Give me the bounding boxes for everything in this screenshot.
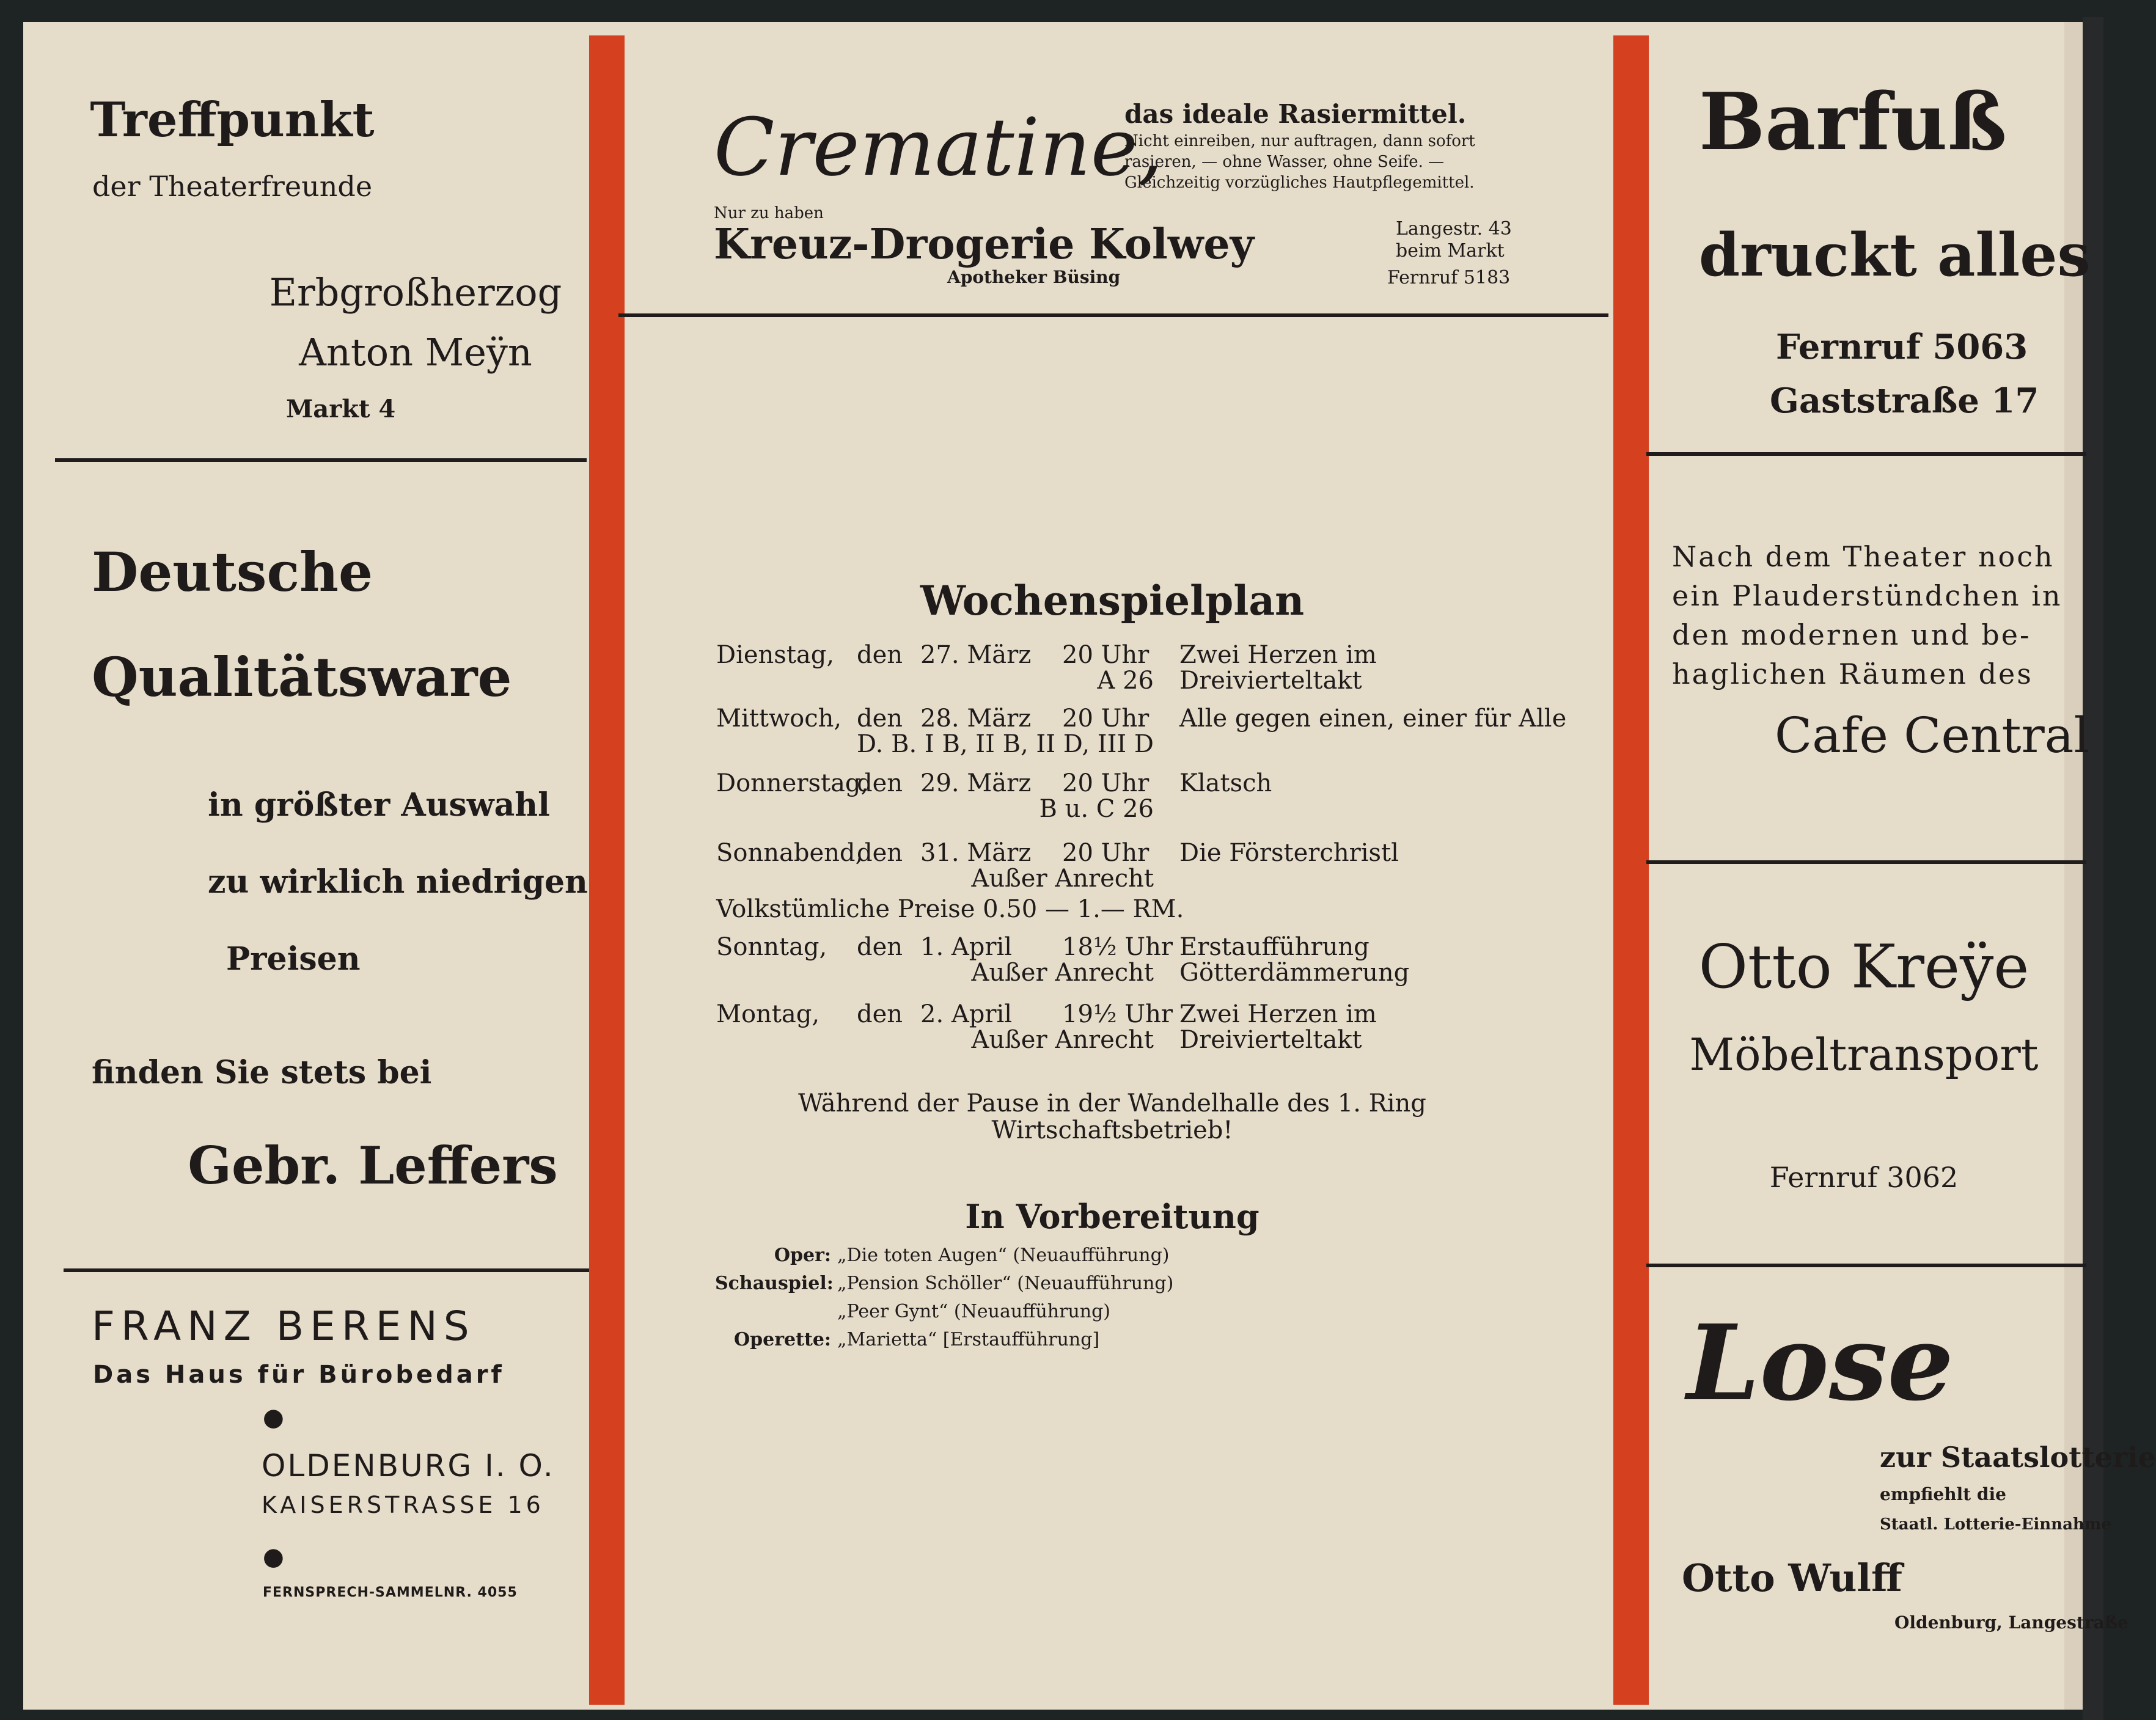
rule-right-2 — [1646, 860, 2086, 864]
lose-line2: empfiehlt die — [1880, 1484, 2006, 1504]
entry-day: Donnerstag, — [716, 769, 869, 797]
leffers-company: Gebr. Leffers — [188, 1135, 558, 1196]
kreye-service: Möbeltransport — [1689, 1029, 2039, 1080]
crematine-desc-line1: Nicht einreiben, nur auftragen, dann sofort — [1124, 132, 1475, 150]
berens-street: KAISERSTRASSE 16 — [262, 1491, 544, 1518]
crematine-address-line2: beim Markt — [1396, 240, 1505, 262]
bullet-icon: ● — [263, 1403, 284, 1432]
cafe-line2: ein Plauderstündchen in — [1672, 579, 2062, 612]
kreye-phone: Fernruf 3062 — [1769, 1161, 1959, 1194]
entry-den: den — [857, 704, 903, 733]
crematine-desc-line2: rasieren, — ohne Wasser, ohne Seife. — — [1124, 153, 1445, 171]
entry-den: den — [857, 1000, 903, 1028]
leffers-text-line2: zu wirklich niedrigen — [208, 863, 588, 901]
entry-play-line1: Zwei Herzen im — [1179, 1000, 1377, 1028]
entry-play-line1: Erstaufführung — [1179, 933, 1370, 961]
treffpunkt-address: Markt 4 — [286, 395, 396, 423]
entry-play-line2: Götterdämmerung — [1179, 959, 1410, 987]
berens-company: FRANZ BERENS — [92, 1303, 475, 1350]
prep-text: „Pension Schöller“ (Neuaufführung) — [837, 1273, 1174, 1294]
entry-day: Montag, — [716, 1000, 820, 1028]
schedule-title: Wochenspielplan — [920, 577, 1305, 624]
red-divider-left — [589, 35, 625, 1705]
entry-den: den — [857, 839, 903, 867]
bullet-icon: ● — [263, 1543, 284, 1571]
leffers-headline-line1: Deutsche — [92, 540, 373, 604]
entry-time: 19½ Uhr — [1062, 1000, 1173, 1028]
entry-day: Sonnabend, — [716, 839, 864, 867]
prep-genre: Oper: — [774, 1245, 831, 1266]
pause-line1: Während der Pause in der Wandelhalle des 1. Ring — [798, 1089, 1426, 1118]
lose-address: Oldenburg, Langestraße — [1894, 1612, 2128, 1633]
rule-right-1 — [1646, 452, 2086, 456]
entry-time: 20 Uhr — [1062, 839, 1150, 867]
entry-date: 1. April — [920, 933, 1013, 961]
rule-left-1 — [55, 458, 587, 462]
entry-day: Mittwoch, — [716, 704, 842, 733]
cafe-name: Cafe Central — [1775, 707, 2090, 764]
entry-den: den — [857, 641, 903, 669]
leffers-headline-line2: Qualitätsware — [92, 645, 512, 709]
prices-note: Volkstümliche Preise 0.50 — 1.— RM. — [716, 895, 1184, 923]
entry-day: Sonntag, — [716, 933, 827, 961]
cafe-line4: haglichen Räumen des — [1672, 657, 2033, 690]
entry-time: 20 Uhr — [1062, 704, 1150, 733]
entry-subscription: Außer Anrecht — [971, 865, 1154, 893]
crematine-shop: Kreuz-Drogerie Kolwey — [714, 220, 1255, 269]
entry-den: den — [857, 769, 903, 797]
barfuss-headline: Barfuß — [1699, 76, 2007, 168]
entry-date: 2. April — [920, 1000, 1013, 1028]
entry-date: 31. März — [920, 839, 1032, 867]
entry-time: 18½ Uhr — [1062, 933, 1173, 961]
entry-play-line1: Die Försterchristl — [1179, 839, 1399, 867]
prep-genre: Schauspiel: — [715, 1273, 834, 1294]
lose-line3: Staatl. Lotterie-Einnahme — [1880, 1515, 2111, 1534]
treffpunkt-name-line1: Erbgroßherzog — [269, 270, 562, 315]
entry-play-line2: Dreivierteltakt — [1179, 1026, 1362, 1054]
treffpunkt-subline: der Theaterfreunde — [92, 170, 373, 203]
crematine-desc-line3: Gleichzeitig vorzügliches Hautpflegemittel. — [1124, 174, 1475, 192]
barfuss-subline: druckt alles — [1699, 221, 2091, 290]
entry-date: 29. März — [920, 769, 1032, 797]
entry-den: den — [857, 933, 903, 961]
crematine-address-line1: Langestr. 43 — [1396, 218, 1512, 240]
entry-subscription: Außer Anrecht — [971, 1026, 1154, 1054]
entry-play-line1: Zwei Herzen im — [1179, 641, 1377, 669]
rule-center-1 — [618, 313, 1608, 317]
treffpunkt-name-line2: Anton Meÿn — [299, 330, 532, 375]
cafe-line3: den modernen und be- — [1672, 618, 2031, 651]
leffers-text-line4: finden Sie stets bei — [92, 1054, 432, 1091]
barfuss-phone: Fernruf 5063 — [1776, 327, 2028, 367]
barfuss-address: Gaststraße 17 — [1770, 381, 2039, 421]
entry-day: Dienstag, — [716, 641, 835, 669]
leffers-text-line1: in größter Auswahl — [208, 786, 550, 824]
leffers-text-line3: Preisen — [226, 940, 361, 978]
prep-text: „Peer Gynt“ (Neuaufführung) — [837, 1301, 1111, 1322]
entry-date: 28. März — [920, 704, 1032, 733]
crematine-slogan: das ideale Rasiermittel. — [1124, 99, 1467, 129]
berens-tagline: Das Haus für Bürobedarf — [93, 1361, 505, 1389]
rule-right-3 — [1646, 1264, 2086, 1267]
entry-time: 20 Uhr — [1062, 641, 1150, 669]
crematine-pharmacist: Apotheker Büsing — [947, 267, 1121, 287]
prep-title: In Vorbereitung — [965, 1197, 1260, 1236]
entry-date: 27. März — [920, 641, 1032, 669]
rule-left-2 — [64, 1268, 589, 1272]
entry-subscription: B u. C 26 — [1039, 795, 1154, 823]
prep-text: „Die toten Augen“ (Neuaufführung) — [837, 1245, 1170, 1266]
red-divider-right — [1613, 35, 1649, 1705]
entry-play-line1: Alle gegen einen, einer für Alle — [1179, 704, 1567, 733]
crematine-phone: Fernruf 5183 — [1387, 267, 1511, 288]
prep-text: „Marietta“ [Erstaufführung] — [837, 1329, 1100, 1350]
lose-name: Otto Wulff — [1682, 1556, 1902, 1600]
treffpunkt-headline: Treffpunkt — [90, 92, 375, 148]
kreye-company: Otto Kreÿe — [1698, 932, 2030, 1002]
crematine-brand: Crematine, — [714, 101, 1164, 194]
lose-headline: Lose — [1687, 1302, 1954, 1424]
entry-subscription: D. B. I B, II B, II D, III D — [857, 730, 1154, 758]
entry-play-line1: Klatsch — [1179, 769, 1272, 797]
lose-line1: zur Staatslotterie — [1880, 1441, 2156, 1474]
entry-time: 20 Uhr — [1062, 769, 1150, 797]
pause-line2: Wirtschaftsbetrieb! — [991, 1116, 1233, 1144]
prep-genre: Operette: — [734, 1329, 831, 1350]
berens-phone: FERNSPRECH-SAMMELNR. 4055 — [263, 1585, 518, 1600]
berens-city: OLDENBURG I. O. — [262, 1448, 555, 1484]
cafe-line1: Nach dem Theater noch — [1672, 540, 2055, 573]
entry-subscription: Außer Anrecht — [971, 959, 1154, 987]
entry-subscription: A 26 — [1097, 667, 1154, 695]
crematine-only-at: Nur zu haben — [714, 204, 824, 222]
entry-play-line2: Dreivierteltakt — [1179, 667, 1362, 695]
